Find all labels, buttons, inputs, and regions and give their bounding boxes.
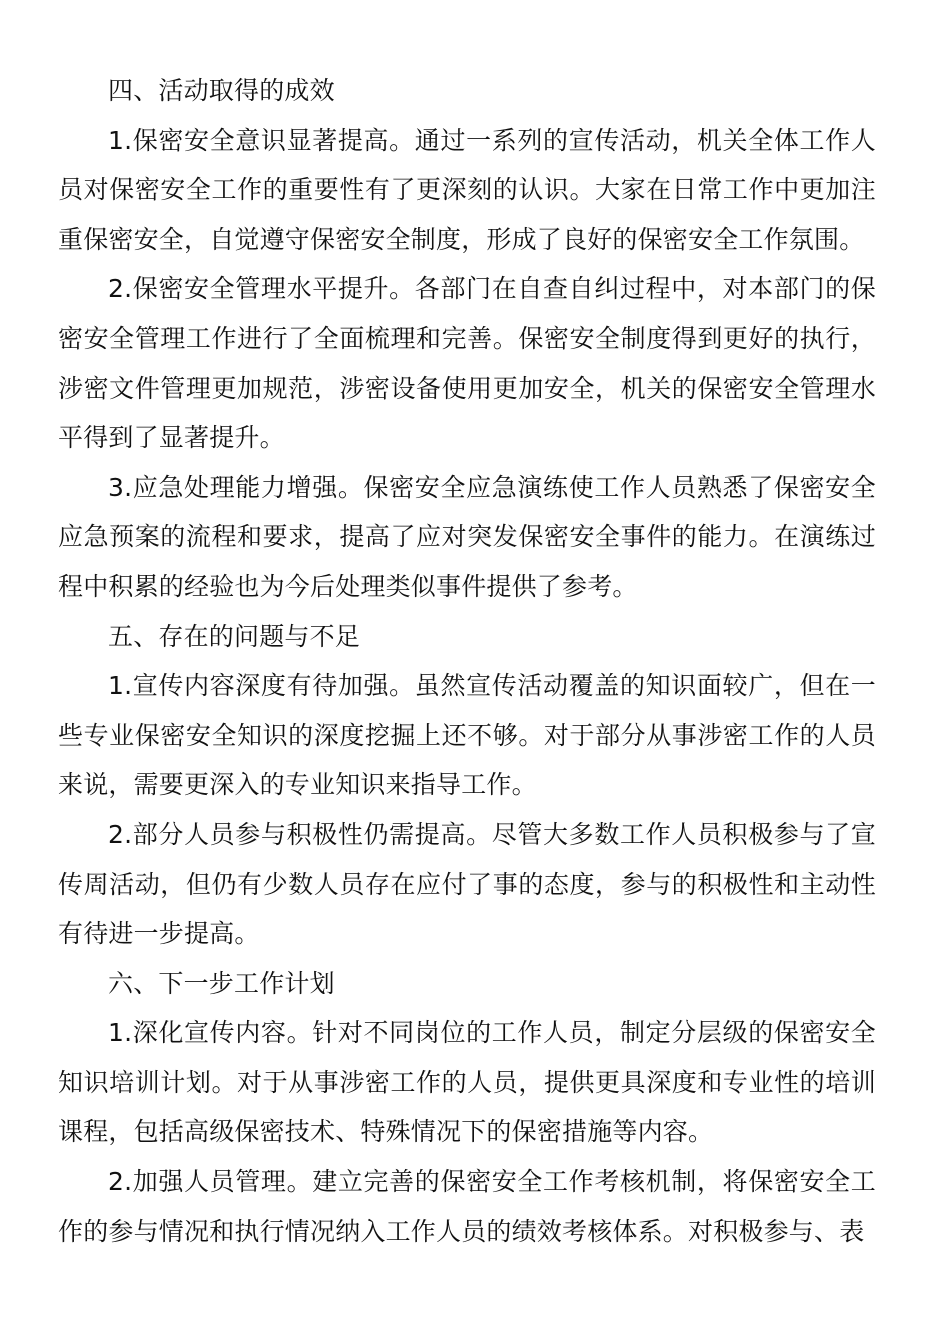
paragraph-content-depth: 1.宣传内容深度有待加强。虽然宣传活动覆盖的知识面较广，但在一些专业保密安全知识的深度挖掘上还不够。对于部分从事涉密工作的人员来说，需要更深入的专业知识来指导工作。 <box>58 671 876 800</box>
section-heading-achievements: 四、活动取得的成效 <box>108 76 335 105</box>
paragraph-staff-management: 2.加强人员管理。建立完善的保密安全工作考核机制，将保密安全工作的参与情况和执行情况纳入工作人员的绩效考核体系。对积极参与、表 <box>58 1167 876 1246</box>
paragraph-awareness: 1.保密安全意识显著提高。通过一系列的宣传活动，机关全体工作人员对保密安全工作的重要性有了更深刻的认识。大家在日常工作中更加注重保密安全，自觉遵守保密安全制度，形成了良好的保密安全工作氛围。 <box>58 125 876 254</box>
section-heading-next-plan: 六、下一步工作计划 <box>108 968 335 998</box>
section-heading-problems: 五、存在的问题与不足 <box>108 621 361 651</box>
paragraph-participation: 2.部分人员参与积极性仍需提高。尽管大多数工作人员积极参与了宣传周活动，但仍有少数人员存在应付了事的态度，参与的积极性和主动性有待进一步提高。 <box>58 819 876 949</box>
paragraph-deepen-content: 1.深化宣传内容。针对不同岗位的工作人员，制定分层级的保密安全知识培训计划。对于从事涉密工作的人员，提供更具深度和专业性的培训课程，包括高级保密技术、特殊情况下的保密措施等内容。 <box>58 1018 876 1147</box>
paragraph-management: 2.保密安全管理水平提升。各部门在自查自纠过程中，对本部门的保密安全管理工作进行了全面梳理和完善。保密安全制度得到更好的执行，涉密文件管理更加规范，涉密设备使用更加安全，机关的保密安全管理水平得到了显著提升。 <box>58 274 876 453</box>
paragraph-emergency: 3.应急处理能力增强。保密安全应急演练使工作人员熟悉了保密安全应急预案的流程和要求，提高了应对突发保密安全事件的能力。在演练过程中积累的经验也为今后处理类似事件提供了参考。 <box>58 472 876 601</box>
